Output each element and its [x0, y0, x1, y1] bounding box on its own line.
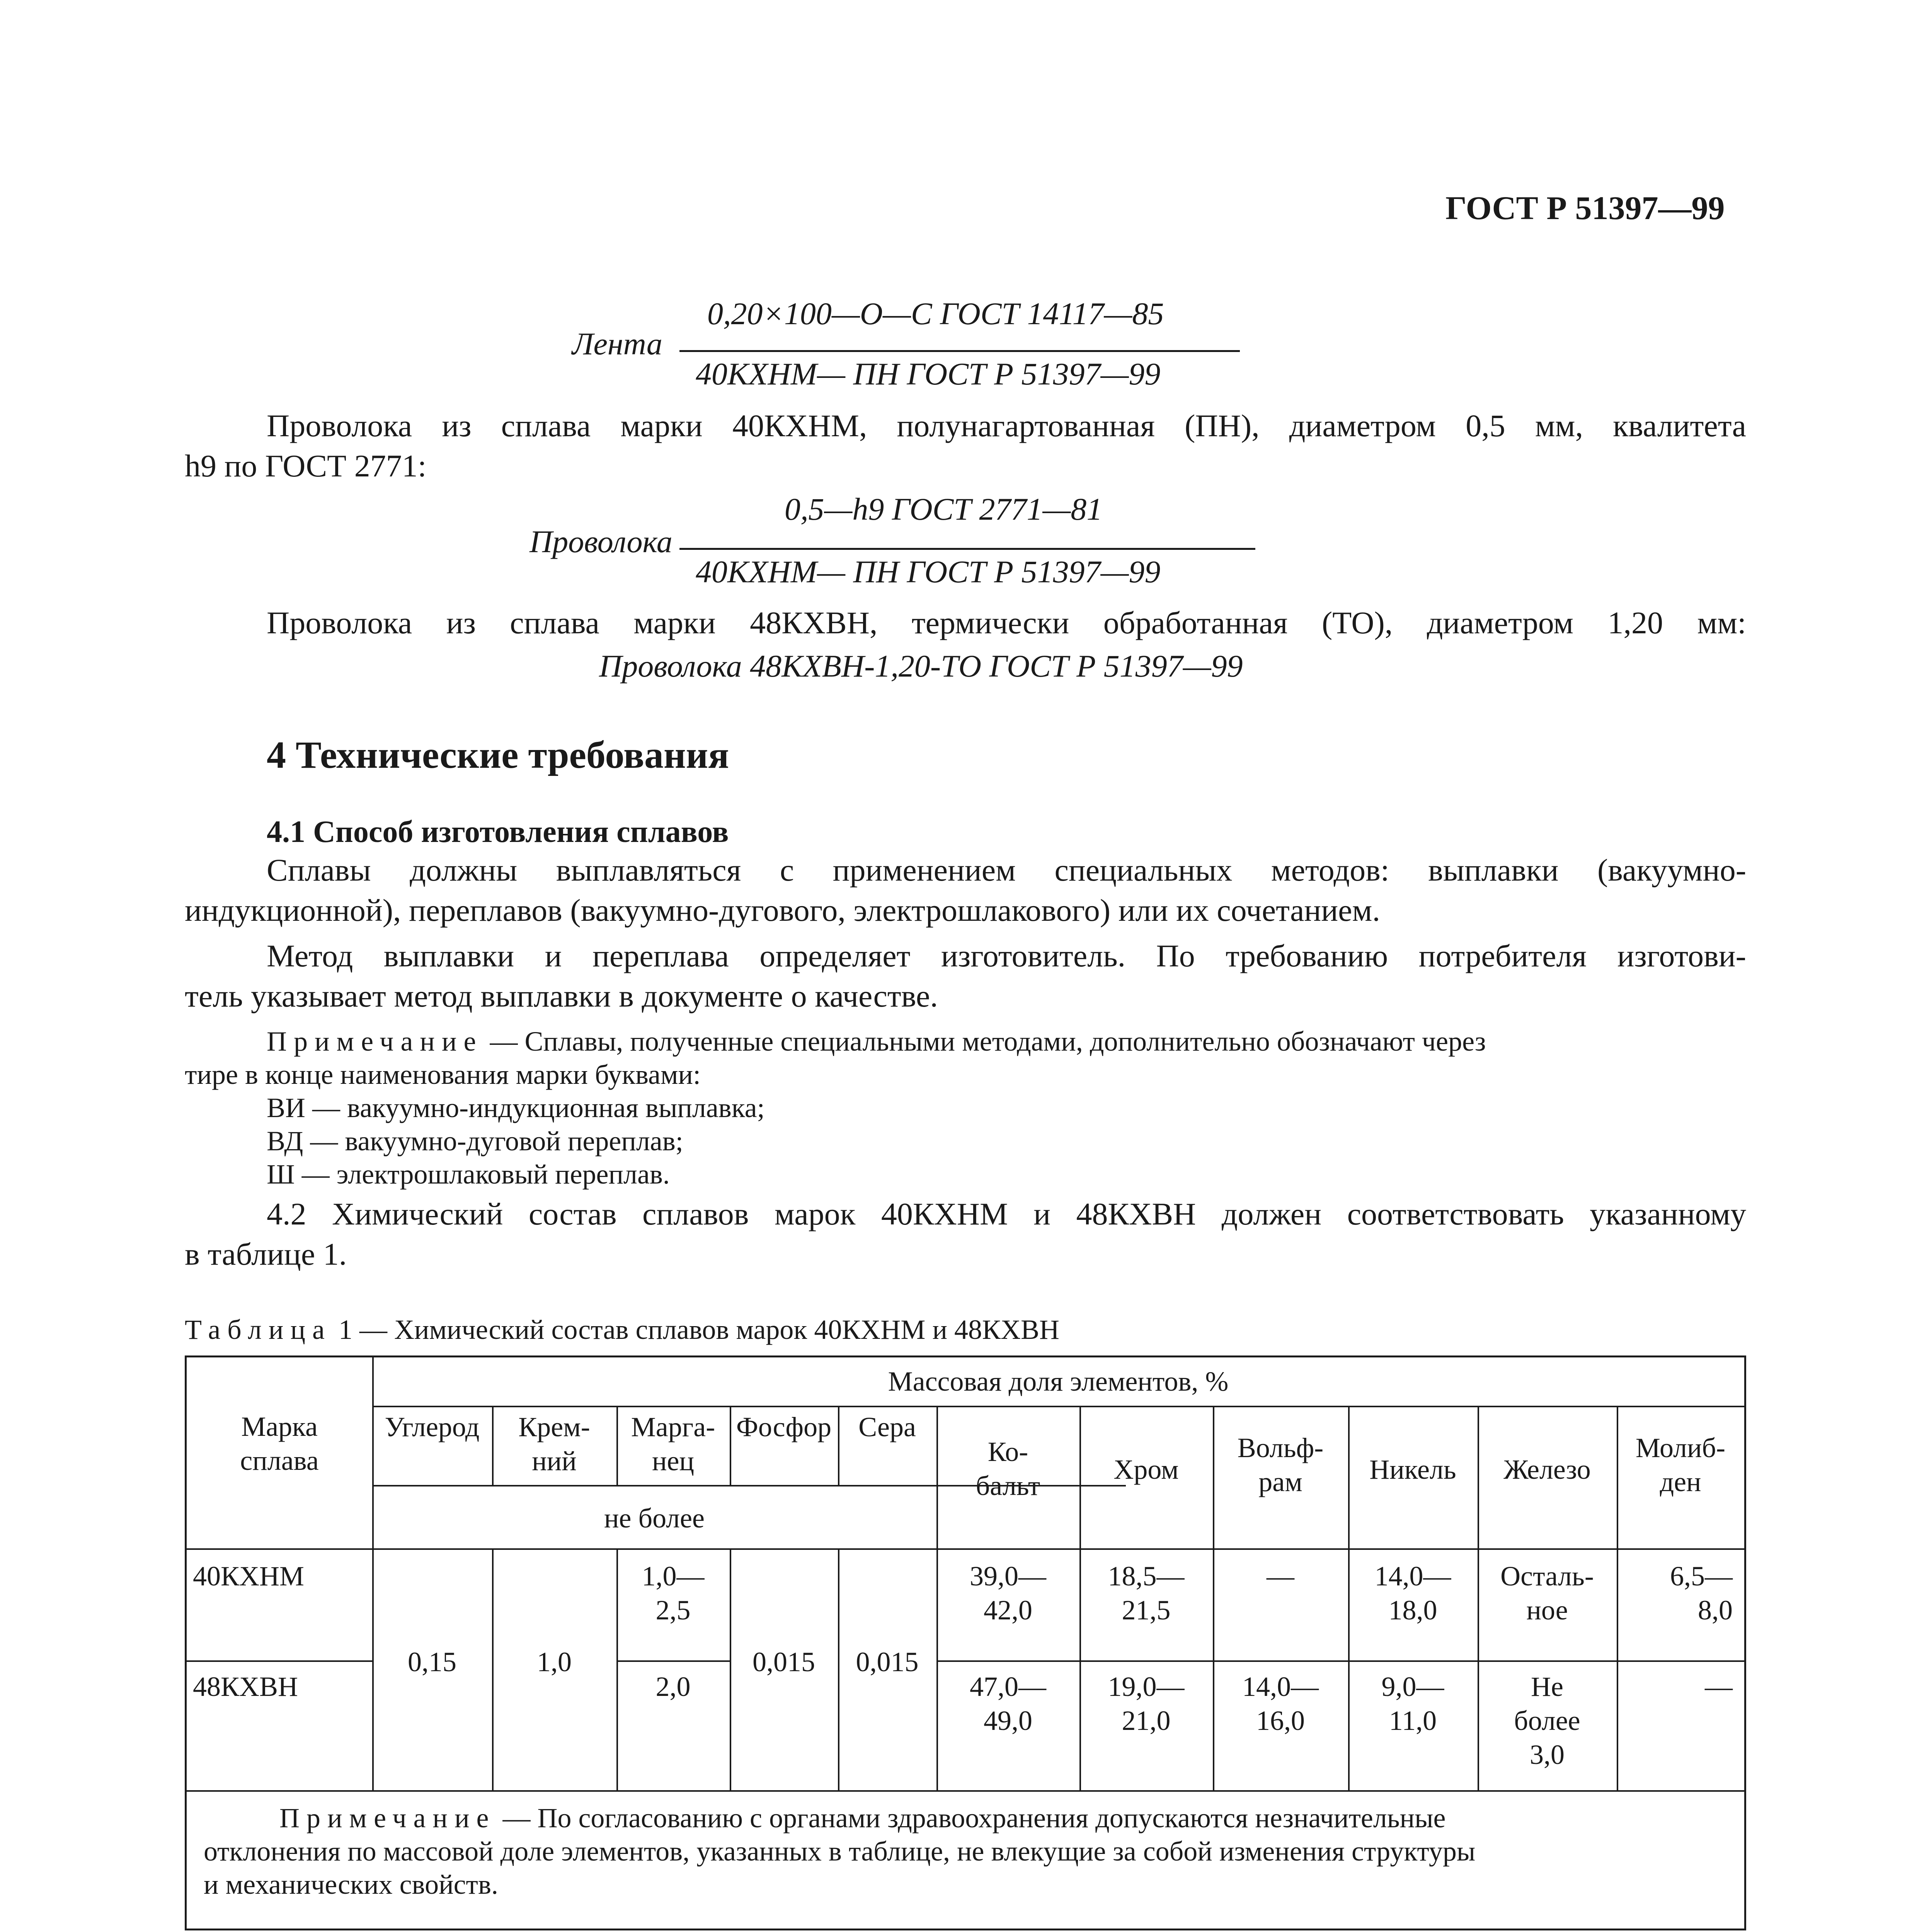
cell-nickel [1348, 1670, 1478, 1738]
head-grade [187, 1410, 372, 1478]
cell-line: 3,0 [1530, 1739, 1565, 1770]
cell-cobalt [936, 1559, 1079, 1627]
cell-line: 18,0 [1388, 1595, 1437, 1626]
cell-silicon: 1,0 [537, 1646, 572, 1677]
note-41-text: — Сплавы, полученные специальными методами, дополнительно обозначают через [483, 1026, 1486, 1057]
cell-line: 6,5— [1670, 1561, 1733, 1592]
row-grade: 40КХНМ [193, 1561, 305, 1592]
wire-label: Проволока [529, 524, 672, 559]
head-manganese [616, 1410, 730, 1478]
cell-phosphorus: 0,015 [752, 1646, 815, 1677]
head-silicon-line2: ний [532, 1446, 577, 1476]
wire2-designation: Проволока 48КХВН-1,20-ТО ГОСТ Р 51397—99 [599, 648, 1243, 684]
head-manganese-line1: Марга- [631, 1412, 715, 1442]
cell-line: 18,5— [1108, 1561, 1185, 1592]
note-41-item: ВД — вакуумно-дуговой переплав; [267, 1126, 683, 1156]
note-41-line1 [267, 1025, 1746, 1058]
cell-line: 1,0— [642, 1561, 705, 1592]
table-note-text: — По согласованию с органами здравоохранения допускаются незначительные [495, 1803, 1446, 1833]
head-grade-line1: Марка [241, 1411, 318, 1442]
table-rule [187, 1790, 1744, 1792]
table-rule [616, 1660, 730, 1662]
cell-manganese: 2,0 [655, 1671, 691, 1702]
cell-chromium [1079, 1670, 1213, 1738]
head-silicon [492, 1410, 616, 1478]
p42-line2: в таблице 1. [185, 1236, 347, 1272]
cell-line: 21,5 [1122, 1595, 1171, 1626]
cell-chromium [1079, 1559, 1213, 1627]
cell-line: 2,5 [655, 1595, 691, 1626]
table-rule [187, 1548, 1744, 1550]
cell-tungsten: — [1267, 1561, 1294, 1592]
head-molybdenum-line1: Молиб- [1635, 1432, 1726, 1463]
subsection-4-1-title: 4.1 Способ изготовления сплавов [267, 815, 729, 849]
table-rule [187, 1660, 372, 1662]
table-caption-text: 1 — Химический состав сплавов марок 40КХНМ и 48КХВН [338, 1314, 1060, 1345]
note-41-item: ВИ — вакуумно-индукционная выплавка; [267, 1092, 765, 1123]
head-cobalt-line2: бальт [976, 1470, 1040, 1501]
head-tungsten-line2: рам [1258, 1466, 1302, 1497]
head-nickel: Никель [1369, 1454, 1456, 1485]
section-title: 4 Технические требования [267, 733, 729, 776]
head-silicon-line1: Крем- [518, 1412, 590, 1442]
table-rule [936, 1660, 1744, 1662]
table-caption [185, 1313, 1059, 1346]
cell-molybdenum: — [1705, 1671, 1733, 1702]
head-manganese-line2: нец [652, 1446, 695, 1476]
head-sulfur: Сера [858, 1412, 916, 1442]
cell-line: 16,0 [1256, 1705, 1305, 1736]
head-carbon: Углерод [385, 1412, 480, 1442]
cell-iron [1478, 1559, 1617, 1627]
p41-line1: Сплавы должны выплавляться с применением специальных методов: выплавки (вакуумно- [267, 852, 1746, 888]
p41-line2: индукционной), переплавов (вакуумно-дугового, электрошлакового) или их сочетанием. [185, 893, 1380, 928]
tape-denominator: 40КХНМ— ПН ГОСТ Р 51397—99 [696, 356, 1161, 391]
table-rule [372, 1406, 1744, 1407]
tape-fraction-bar [679, 350, 1240, 352]
cell-line: Не [1531, 1671, 1563, 1702]
p42-line1: 4.2 Химический состав сплавов марок 40КХНМ и 48КХВН должен соответствовать указанному [267, 1196, 1746, 1231]
head-cobalt-line1: Ко- [987, 1436, 1028, 1467]
cell-line: 14,0— [1374, 1561, 1451, 1592]
table-note-line3: и механических свойств. [204, 1869, 499, 1900]
cell-line: 39,0— [970, 1561, 1046, 1592]
head-molybdenum-line2: ден [1660, 1466, 1701, 1497]
cell-line: 14,0— [1242, 1671, 1319, 1702]
note-41-label: Примечание [267, 1026, 483, 1057]
head-phosphorus: Фосфор [736, 1412, 832, 1442]
chemical-composition-table [185, 1355, 1746, 1930]
row-grade: 48КХВН [193, 1671, 298, 1702]
cell-line: 8,0 [1698, 1595, 1733, 1626]
head-molybdenum [1617, 1431, 1744, 1499]
note-41-item: Ш — электрошлаковый переплав. [267, 1159, 670, 1190]
cell-sulfur: 0,015 [856, 1646, 919, 1677]
wire2-intro: Проволока из сплава марки 48КХВН, термически обработанная (ТО), диаметром 1,20 мм: [267, 605, 1746, 640]
table-note-label: Примечание [279, 1803, 496, 1833]
wire-fraction-bar [679, 548, 1255, 550]
wire-denominator: 40КХНМ— ПН ГОСТ Р 51397—99 [696, 554, 1161, 589]
table-note-line2: отклонения по массовой доле элементов, указанных в таблице, не влекущие за собой изменения структуры [204, 1836, 1476, 1867]
note-41-line2: тире в конце наименования марки буквами: [185, 1059, 701, 1090]
tape-numerator: 0,20×100—О—С ГОСТ 14117—85 [707, 296, 1164, 331]
cell-line: более [1514, 1705, 1580, 1736]
head-cobalt [936, 1435, 1079, 1503]
cell-line: ное [1526, 1595, 1568, 1626]
cell-molybdenum [1617, 1559, 1733, 1627]
head-iron: Железо [1503, 1454, 1591, 1485]
head-chromium: Хром [1113, 1454, 1179, 1485]
cell-line: 21,0 [1122, 1705, 1171, 1736]
cell-carbon: 0,15 [408, 1646, 456, 1677]
head-tungsten [1213, 1431, 1348, 1499]
cell-line: 42,0 [984, 1595, 1032, 1626]
cell-iron [1478, 1670, 1617, 1772]
wire-numerator: 0,5—h9 ГОСТ 2771—81 [785, 492, 1103, 527]
wire-intro-line1: Проволока из сплава марки 40КХНМ, полунагартованная (ПН), диаметром 0,5 мм, квалитета [267, 408, 1746, 443]
cell-line: 19,0— [1108, 1671, 1185, 1702]
table-caption-label: Таблица [185, 1314, 332, 1345]
table-note-line1 [279, 1801, 1446, 1835]
cell-nickel [1348, 1559, 1478, 1627]
cell-line: 49,0 [984, 1705, 1032, 1736]
cell-cobalt [936, 1670, 1079, 1738]
cell-line: Осталь- [1500, 1561, 1594, 1592]
cell-manganese [616, 1559, 730, 1627]
wire-intro-line2: h9 по ГОСТ 2771: [185, 448, 427, 483]
cell-line: 47,0— [970, 1671, 1046, 1702]
head-not-more: не более [604, 1503, 705, 1534]
p41b-line2: тель указывает метод выплавки в документе о качестве. [185, 978, 938, 1014]
document-code: ГОСТ Р 51397—99 [1445, 189, 1725, 226]
head-tungsten-line1: Вольф- [1237, 1432, 1324, 1463]
cell-line: 9,0— [1381, 1671, 1444, 1702]
tape-label: Лента [572, 326, 662, 361]
cell-tungsten [1213, 1670, 1348, 1738]
head-grade-line2: сплава [240, 1445, 319, 1476]
head-mass-fraction: Массовая доля элементов, % [888, 1366, 1229, 1397]
p41b-line1: Метод выплавки и переплава определяет изготовитель. По требованию потребителя изготови- [267, 938, 1746, 973]
cell-line: 11,0 [1389, 1705, 1437, 1736]
